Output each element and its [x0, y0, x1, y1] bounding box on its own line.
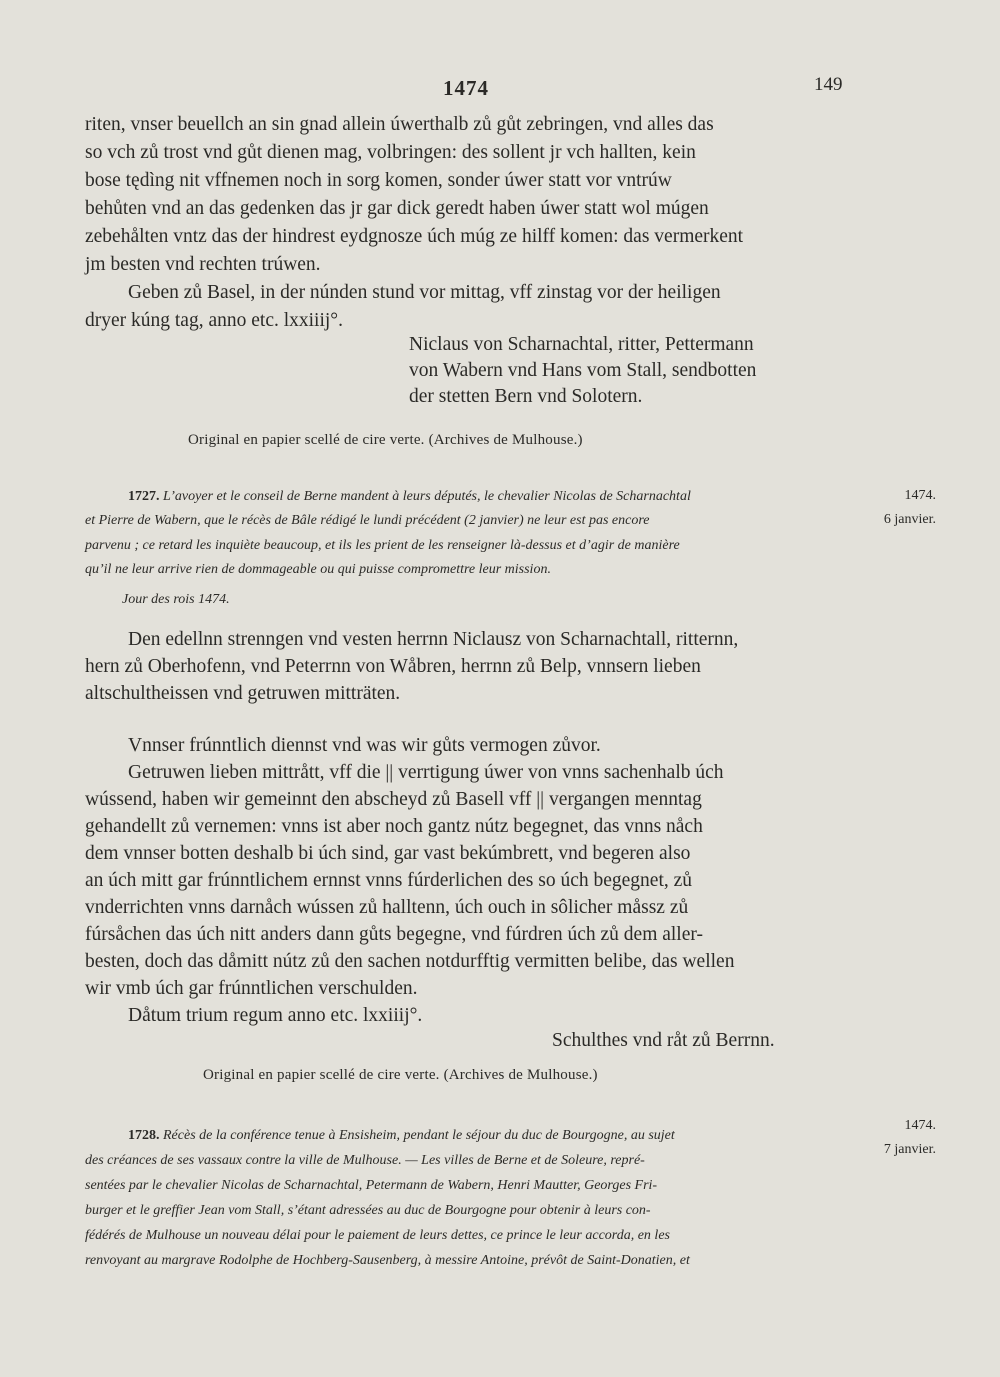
entry-summary-line: 1728. Récès de la conférence tenue à Ensisheim, pendant le séjour du duc de Bourgogne, au sujet	[128, 1128, 675, 1143]
source-note: Original en papier scellé de cire verte. (Archives de Mulhouse.)	[188, 432, 583, 448]
text-line: besten, doch das dåmitt nútz zů den sachen notdurfftig vermitten belibe, das wellen	[85, 951, 735, 972]
text-line: bose tędìng nit vffnemen noch in sorg komen, sonder úwer statt vor vntrúw	[85, 170, 672, 191]
entry-summary-line: qu’il ne leur arrive rien de dommageable ou qui puisse compromettre leur mission.	[85, 562, 551, 577]
text-line: gehandellt zů vernemen: vnns ist aber noch gantz nútz begegnet, das vnns nåch	[85, 816, 703, 837]
text-line: dryer kúng tag, anno etc. lxxiiij°.	[85, 310, 343, 331]
text-line: behůten vnd an das gedenken das jr gar dick geredt haben úwer statt wol múgen	[85, 198, 709, 219]
entry-summary-line: renvoyant au margrave Rodolphe de Hochberg-Sausenberg, à messire Antoine, prévôt de Saint-Donatien, et	[85, 1253, 690, 1268]
text-line: Vnnser frúnntlich diennst vnd was wir gůts vermogen zůvor.	[128, 735, 601, 756]
signature-line: Schulthes vnd råt zů Berrnn.	[552, 1030, 775, 1051]
text-line: vnderrichten vnns darnåch wússen zů halltenn, úch ouch in sôlicher måssz zů	[85, 897, 689, 918]
signature-line: Niclaus von Scharnachtal, ritter, Pettermann	[409, 334, 754, 355]
entry-summary-line: fédérés de Mulhouse un nouveau délai pour le paiement de leurs dettes, ce prince le leur accorda, en les	[85, 1228, 670, 1243]
page-number: 149	[814, 74, 843, 95]
entry-summary-line: et Pierre de Wabern, que le récès de Bâle rédigé le lundi précédent (2 janvier) ne leur est pas encore	[85, 513, 650, 528]
text-line: Den edellnn strenngen vnd vesten herrnn Niclausz von Scharnachtall, ritternn,	[128, 629, 739, 650]
signature-line: von Wabern vnd Hans vom Stall, sendbotten	[409, 360, 757, 381]
text-line: wir vmb úch gar frúnntlichen verschulden.	[85, 978, 418, 999]
entry-number: 1727.	[128, 489, 160, 504]
text-line: hern zů Oberhofenn, vnd Peterrnn von Wåbren, herrnn zů Belp, vnnsern lieben	[85, 656, 701, 677]
text-line: an úch mitt gar frúnntlichem ernnst vnns fúrderlichen des so úch begegnet, zů	[85, 870, 693, 891]
text-line: so vch zů trost vnd gůt dienen mag, volbringen: des sollent jr vch hallten, kein	[85, 142, 696, 163]
margin-date: 6 janvier.	[883, 512, 936, 527]
entry-summary-line: sentées par le chevalier Nicolas de Scharnachtal, Petermann de Wabern, Henri Mautter, Georges Fri-	[85, 1178, 658, 1193]
margin-year: 1474.	[904, 488, 936, 503]
text-line: riten, vnser beuellch an sin gnad allein úwerthalb zů gůt zebringen, vnd alles das	[85, 114, 714, 135]
header-year: 1474	[443, 76, 489, 100]
text-line: Geben zů Basel, in der núnden stund vor mittag, vff zinstag vor der heiligen	[128, 282, 721, 303]
text-line: dem vnnser botten deshalb bi úch sind, gar vast bekúmbrett, vnd begeren also	[85, 843, 691, 864]
text-line: Dåtum trium regum anno etc. lxxiiij°.	[128, 1005, 423, 1026]
text-line: fúrsåchen das úch nitt anders dann gůts begegne, vnd fúrdren úch zů dem aller-	[85, 924, 703, 945]
text-line: wússend, haben wir gemeinnt den abscheyd zů Basell vff || vergangen menntag	[85, 789, 702, 810]
entry-number: 1728.	[128, 1128, 160, 1143]
entry-dateline: Jour des rois 1474.	[122, 592, 230, 607]
signature-line: der stetten Bern vnd Solotern.	[409, 386, 643, 407]
entry-summary-line: des créances de ses vassaux contre la ville de Mulhouse. — Les villes de Berne et de Soleure, repré-	[85, 1153, 645, 1168]
text-line: altschultheissen vnd getruwen mitträten.	[85, 683, 401, 704]
text-line: Getruwen lieben mittrått, vff die || verrtigung úwer von vnns sachenhalb úch	[128, 762, 724, 783]
source-note: Original en papier scellé de cire verte. (Archives de Mulhouse.)	[203, 1067, 598, 1083]
text-line: jm besten vnd rechten trúwen.	[85, 254, 321, 275]
margin-date: 7 janvier.	[883, 1142, 936, 1157]
entry-summary-line: 1727. L’avoyer et le conseil de Berne mandent à leurs députés, le chevalier Nicolas de Scharnachtal	[128, 489, 691, 504]
entry-summary-line: burger et le greffier Jean vom Stall, s’étant adressées au duc de Bourgogne pour obtenir à leurs con-	[85, 1203, 651, 1218]
entry-summary-line: parvenu ; ce retard les inquiète beaucoup, et ils les prient de les renseigner là-dessus et d’agir de manière	[85, 538, 680, 553]
text-line: zebehålten vntz das der hindrest eydgnosze úch múg ze hilff komen: das vermerkent	[85, 226, 744, 247]
margin-year: 1474.	[904, 1118, 936, 1133]
